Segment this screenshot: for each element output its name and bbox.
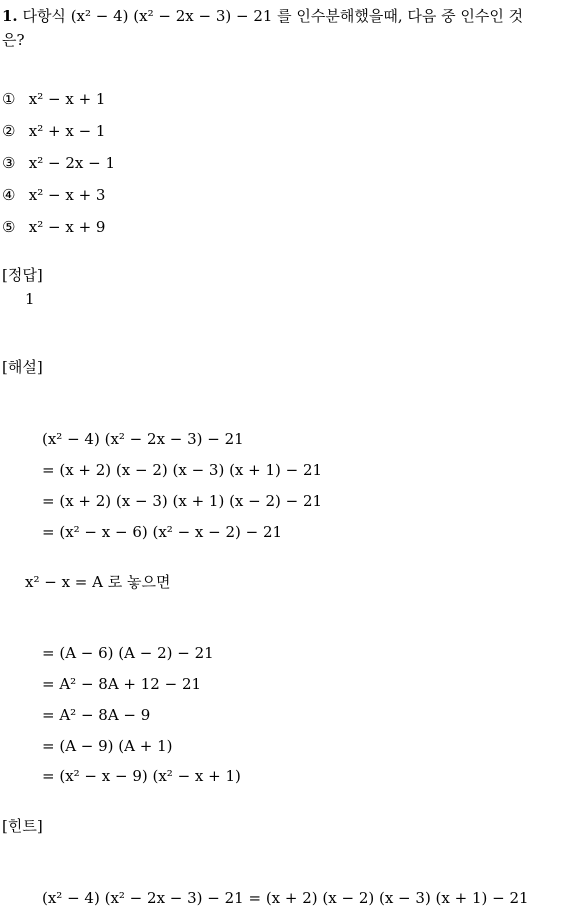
choice-1-mark: ① bbox=[2, 90, 16, 108]
choice-5-expr: x² − x + 9 bbox=[28, 218, 106, 236]
choice-4-mark: ④ bbox=[2, 186, 16, 204]
question-line-1 bbox=[2, 5, 523, 26]
answer-value: 1 bbox=[25, 290, 35, 308]
choice-3 bbox=[2, 154, 115, 172]
choice-3-expr: x² − 2x − 1 bbox=[28, 154, 116, 172]
choice-5 bbox=[2, 218, 105, 236]
solution-step-2: = (x + 2) (x − 2) (x − 3) (x + 1) − 21 bbox=[42, 461, 323, 479]
solution-step-3: = (x + 2) (x − 3) (x + 1) (x − 2) − 21 bbox=[42, 492, 323, 510]
question-text-line-2: 은? bbox=[2, 31, 25, 49]
choice-2 bbox=[2, 122, 105, 140]
answer-label: [정답] bbox=[2, 266, 43, 284]
hint-line: (x² − 4) (x² − 2x − 3) − 21 = (x + 2) (x − 2) (x − 3) (x + 1) − 21 bbox=[42, 889, 529, 907]
question-text-line-1: 다항식 (x² − 4) (x² − 2x − 3) − 21 를 인수분해했을때, 다음 중 인수인 것 bbox=[22, 7, 524, 25]
solution-step-1: (x² − 4) (x² − 2x − 3) − 21 bbox=[42, 430, 244, 448]
solution-label: [해설] bbox=[2, 358, 43, 376]
substitution-line: x² − x = A 로 놓으면 bbox=[25, 573, 171, 591]
solution-step-9: = (x² − x − 9) (x² − x + 1) bbox=[42, 767, 241, 785]
choice-3-mark: ③ bbox=[2, 154, 16, 172]
solution-step-8: = (A − 9) (A + 1) bbox=[42, 737, 173, 755]
choice-2-expr: x² + x − 1 bbox=[28, 122, 106, 140]
solution-step-5: = (A − 6) (A − 2) − 21 bbox=[42, 644, 214, 662]
solution-step-4: = (x² − x − 6) (x² − x − 2) − 21 bbox=[42, 523, 283, 541]
choice-1 bbox=[2, 90, 105, 108]
choice-1-expr: x² − x + 1 bbox=[28, 90, 106, 108]
choice-5-mark: ⑤ bbox=[2, 218, 16, 236]
choice-4 bbox=[2, 186, 105, 204]
solution-step-7: = A² − 8A − 9 bbox=[42, 706, 151, 724]
hint-label: [힌트] bbox=[2, 817, 43, 835]
choice-4-expr: x² − x + 3 bbox=[28, 186, 106, 204]
question-number: 1. bbox=[2, 7, 18, 25]
choice-2-mark: ② bbox=[2, 122, 16, 140]
solution-step-6: = A² − 8A + 12 − 21 bbox=[42, 675, 202, 693]
